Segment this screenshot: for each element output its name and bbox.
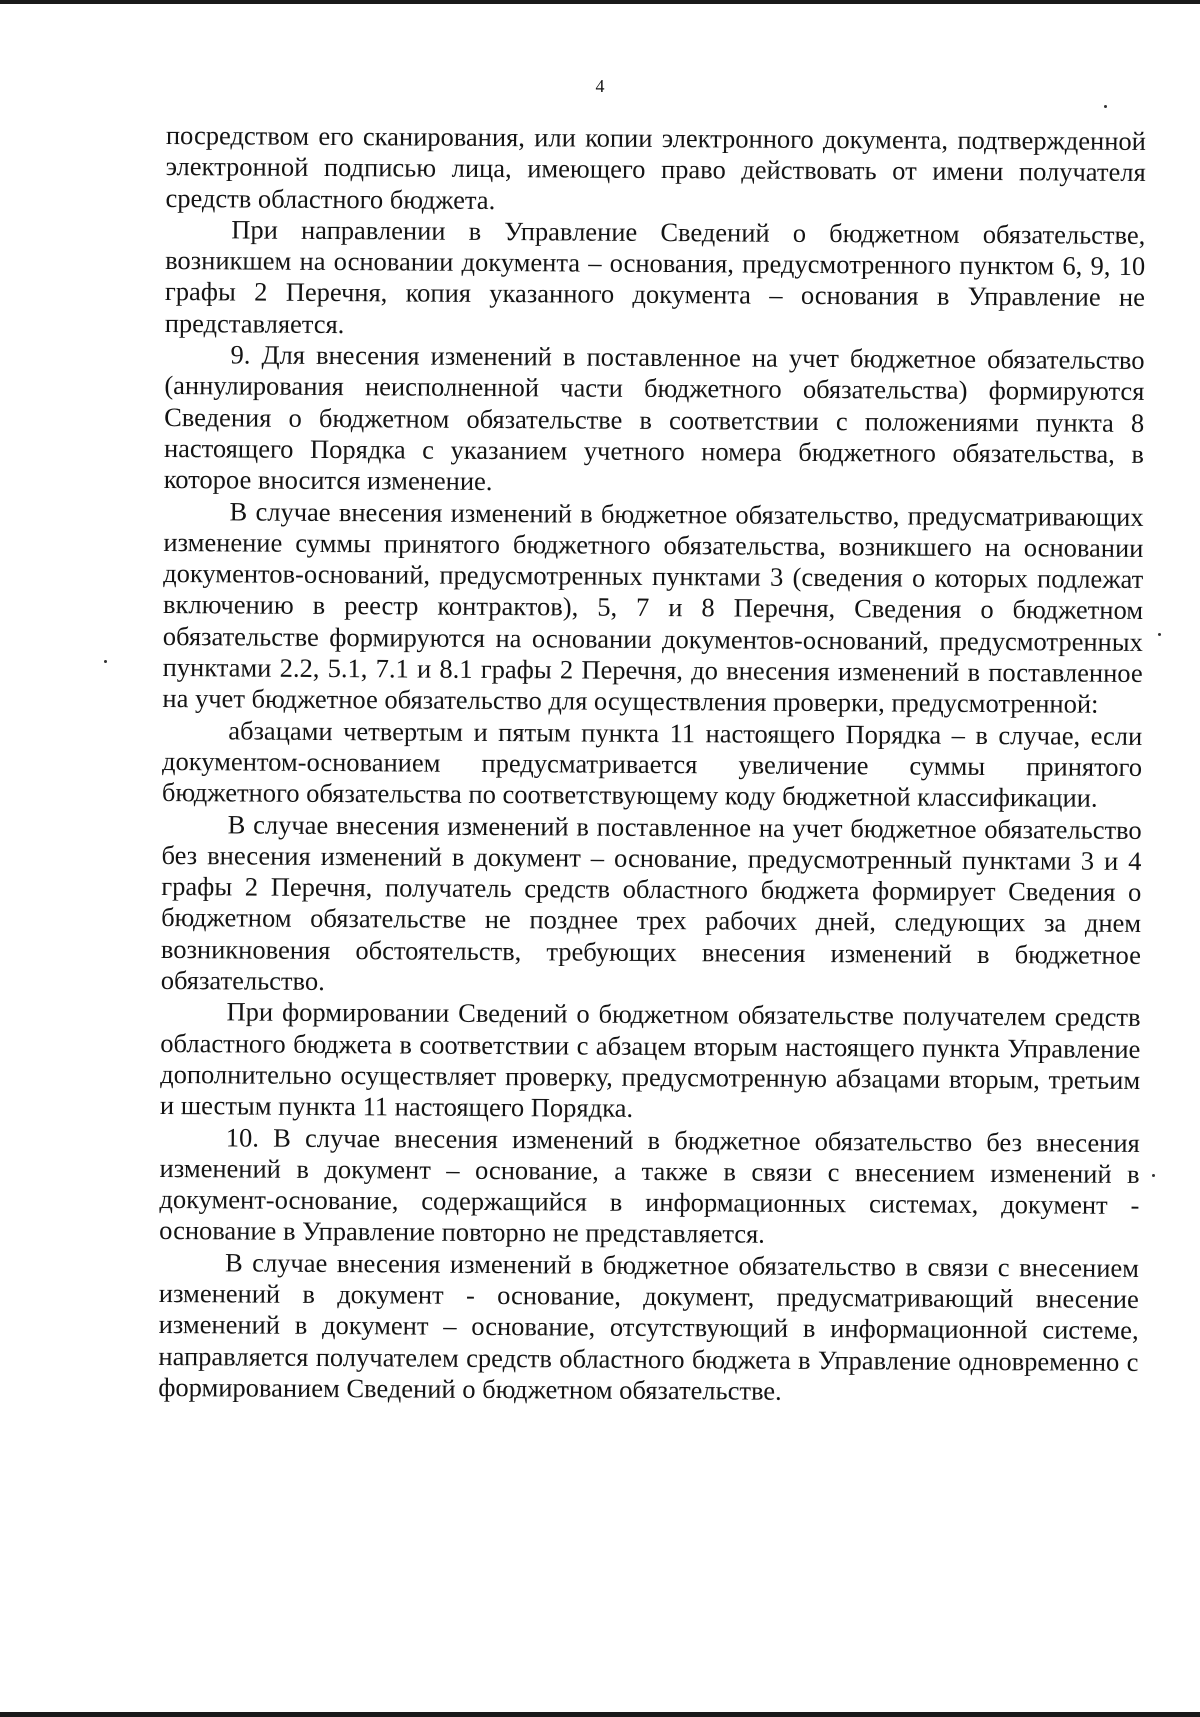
paragraph-amount-change: В случае внесения изменений в бюджетное обязательство, предусматривающих изменение суммы принятого бюджетного обязательства, возникшего на основании документов-оснований, предусмотренных пунктами 3 (сведения о которых подлежат включению в реестр контрактов), 5, 7 и 8 Перечня, Сведения о бюджетном обязательстве формируются на основании документов-оснований, предусмотренных пунктами 2.2, 5.1, 7.1 и 8.1 графы 2 Перечня, до внесения изменений в поставленное на учет бюджетное обязательство для осуществления проверки, предусмотренной: [162, 495, 1144, 720]
paragraph-document-submission: В случае внесения изменений в бюджетное обязательство в связи с внесением изменений в документ - основание, документ, предусматривающий внесение изменений в документ – основание, отсутствующий в информационной системе, направляется получателем средств областного бюджета в Управление одновременно с формированием Сведений о бюджетном обязательстве. [158, 1247, 1140, 1406]
paragraph-continuation: посредством его сканирования, или копии электронного документа, подтвержденной электронной подписью лица, имеющего право действовать от имени получателя средств областного бюджета. [165, 120, 1146, 215]
paragraph-additional-check: При формировании Сведений о бюджетном обязательстве получателем средств областного бюджета в соответствии с абзацем вторым настоящего пункта Управление дополнительно осуществляет проверку, предусмотренную абзацами вторым, третьим и шестым пункта 11 настоящего Порядка. [159, 996, 1141, 1124]
document-body [158, 120, 1146, 1409]
paragraph-check-clauses: абзацами четвертым и пятым пункта 11 настоящего Порядка – в случае, если документом-основанием предусматривается увеличение суммы принятого бюджетного обязательства по соответствующему коду бюджетной классификации. [161, 715, 1143, 813]
scan-bottom-edge [0, 1712, 1200, 1717]
scan-speck [1104, 105, 1107, 108]
paragraph-no-document-change: В случае внесения изменений в поставленное на учет бюджетное обязательство без внесения изменений в документ – основание, предусмотренный пунктами 3 и 4 графы 2 Перечня, получатель средств областного бюджета формирует Сведения о бюджетном обязательстве не позднее трех рабочих дней, следующих за днем возникновения обстоятельств, требующих внесения изменений в бюджетное обязательство. [160, 808, 1142, 997]
paragraph-item-10: 10. В случае внесения изменений в бюджетное обязательство без внесения изменений в документ – основание, а также в связи с внесением изменений в документ-основание, содержащийся в информационных системах, документ - основание в Управление повторно не представляется. [159, 1121, 1140, 1250]
page-number: 4 [595, 76, 605, 96]
paragraph-item-9: 9. Для внесения изменений в поставленное на учет бюджетное обязательство (аннулирования неисполненной части бюджетного обязательства) формируются Сведения о бюджетном обязательстве в соответствии с положениями пункта 8 настоящего Порядка с указанием учетного номера бюджетного обязательства, в которое вносится изменение. [163, 339, 1145, 497]
paragraph-submission-note: При направлении в Управление Сведений о бюджетном обязательстве, возникшем на основании документа – основания, предусмотренного пунктом 6, 9, 10 графы 2 Перечня, копия указанного документа – основания в Управление не представляется. [164, 214, 1146, 339]
scan-speck [104, 660, 107, 663]
scan-speck [1158, 633, 1161, 636]
scan-top-edge [0, 0, 1200, 4]
scan-speck [1152, 1174, 1155, 1177]
